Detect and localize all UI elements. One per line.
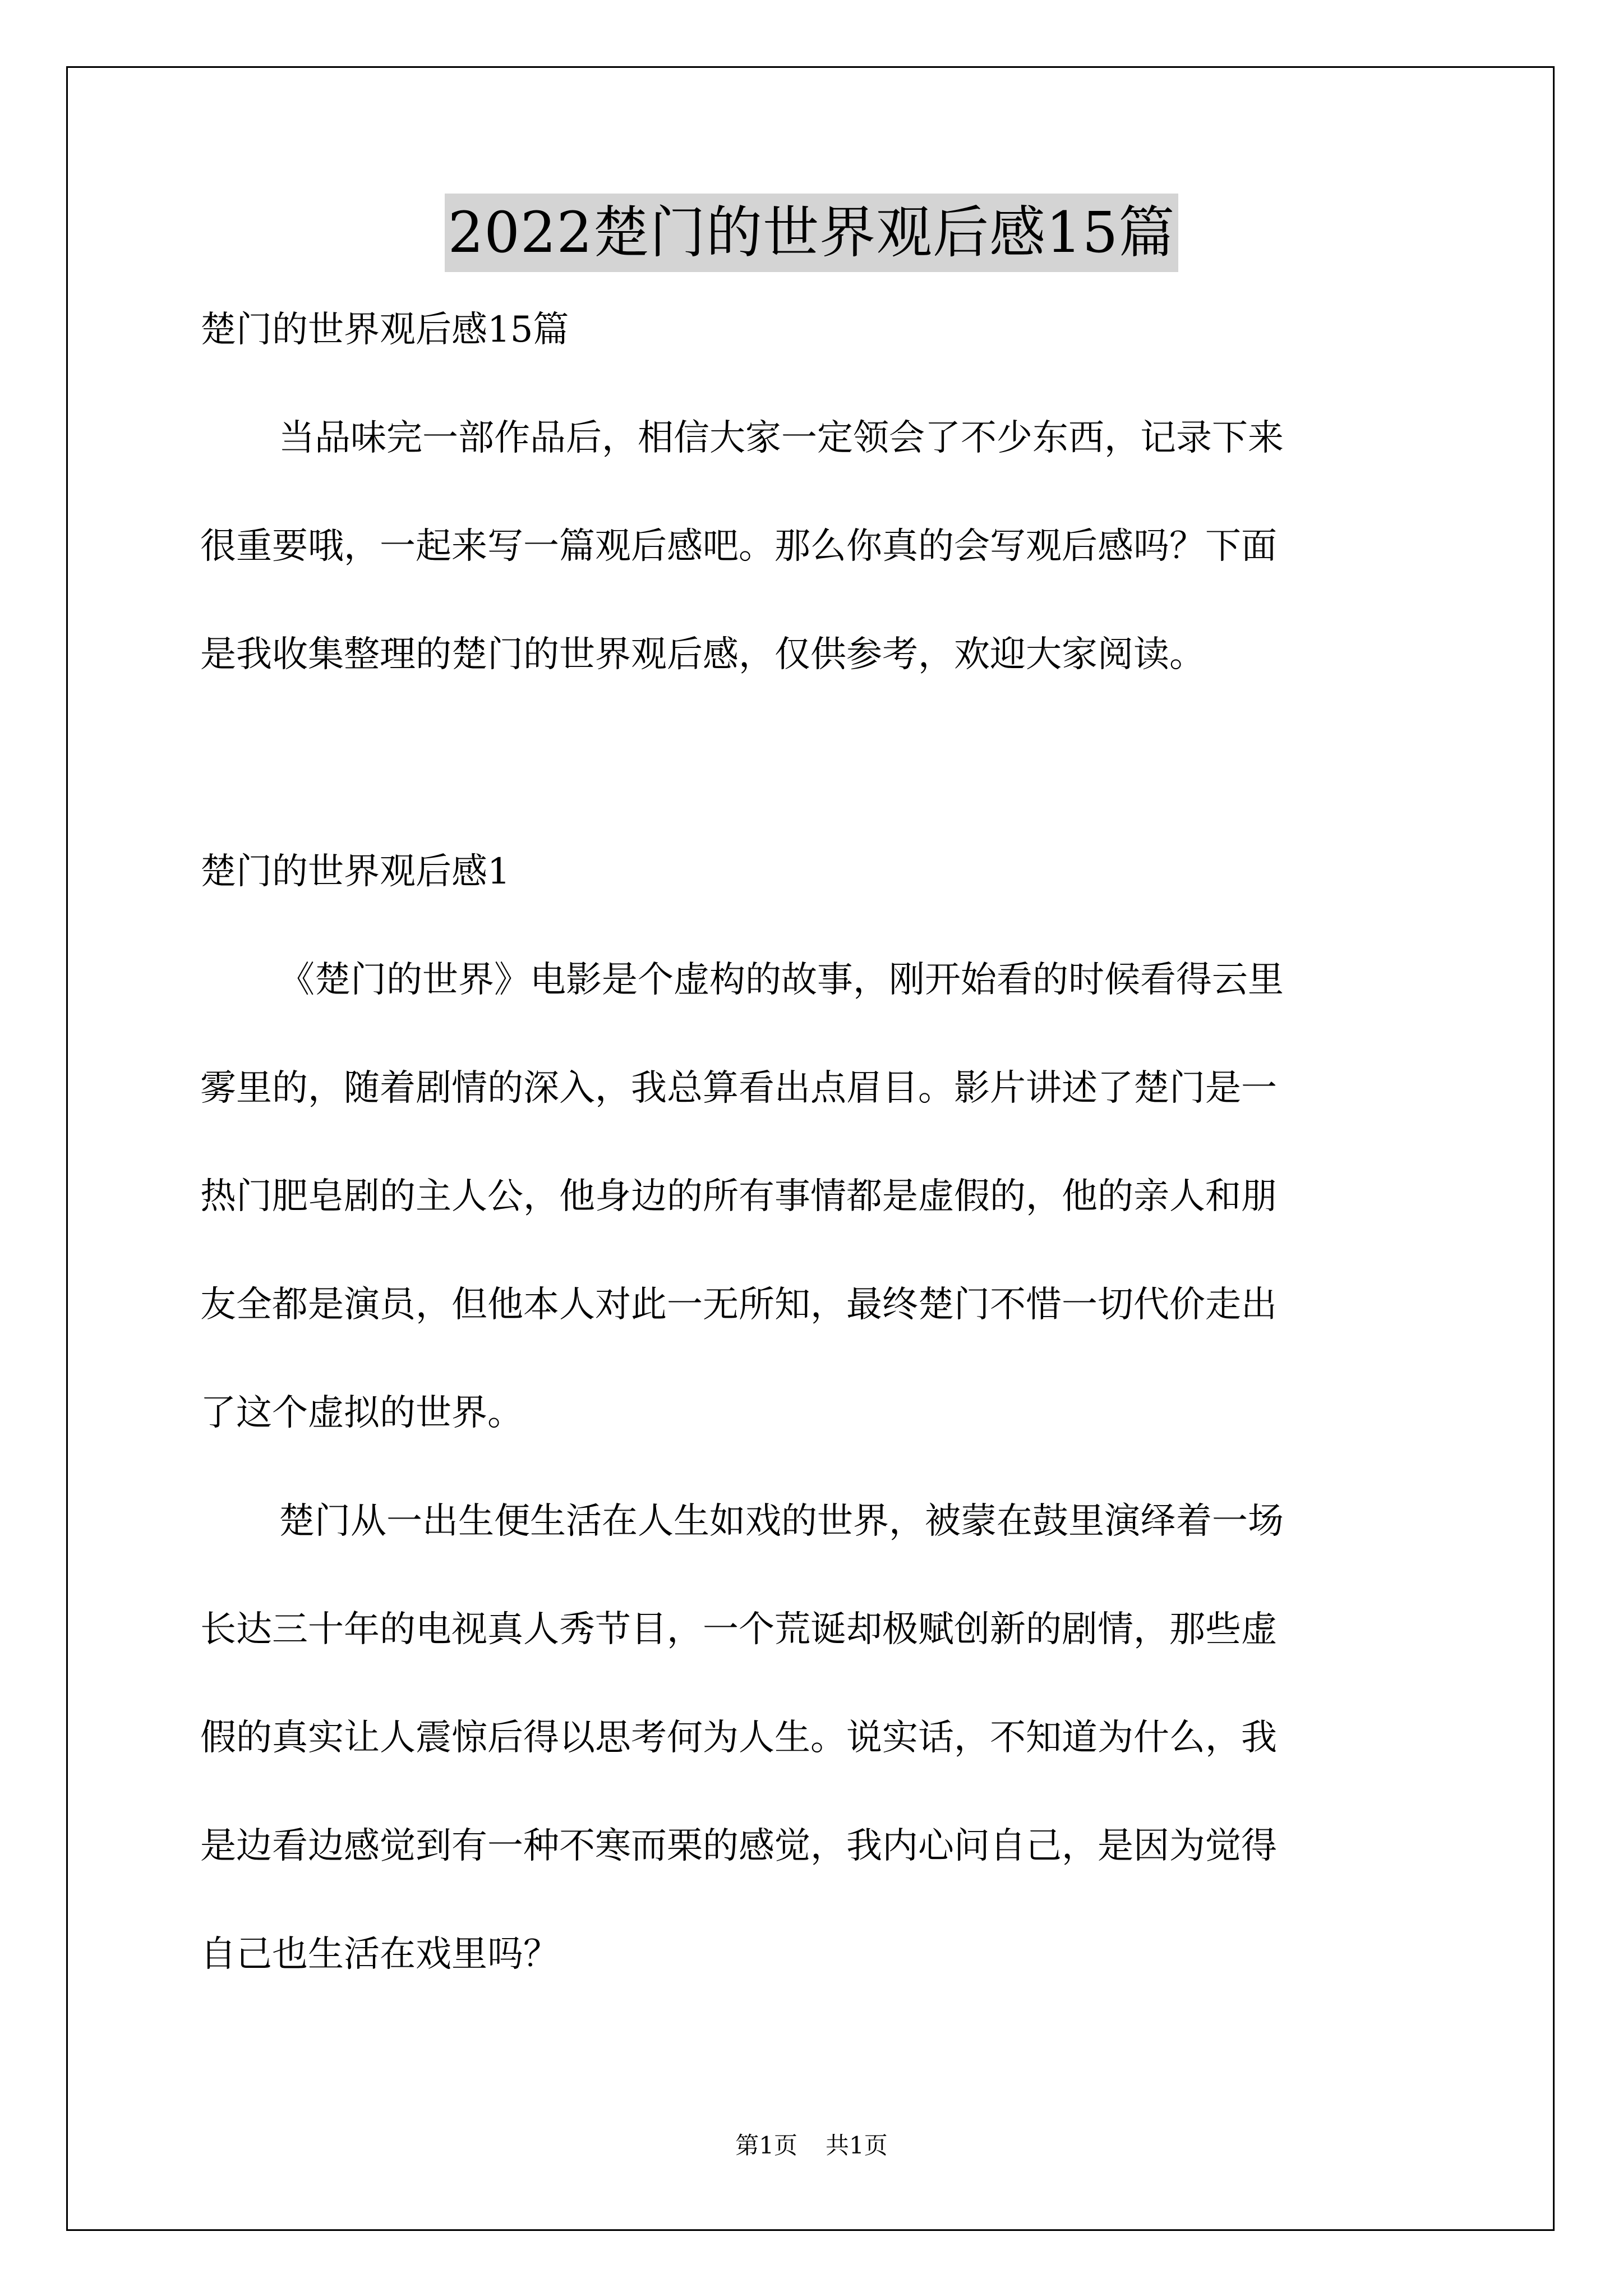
document-body xyxy=(200,303,1428,1982)
page-number: 第1页 xyxy=(735,2132,797,2159)
section1-paragraph-2 xyxy=(200,1494,1428,1982)
paragraph-line: 假的真实让人震惊后得以思考何为人生。说实话，不知道为什么，我 xyxy=(200,1717,1277,1759)
section1-paragraph-1 xyxy=(200,953,1428,1441)
paragraph-line: 了这个虚拟的世界。 xyxy=(200,1392,523,1434)
page-total: 共1页 xyxy=(826,2132,888,2159)
paragraph-line: 是边看边感觉到有一种不寒而栗的感觉，我内心问自己，是因为觉得 xyxy=(200,1825,1277,1867)
paragraph-line: 是我收集整理的楚门的世界观后感，仅供参考，欢迎大家阅读。 xyxy=(200,634,1205,675)
paragraph-line: 当品味完一部作品后，相信大家一定领会了不少东西，记录下来 xyxy=(279,417,1284,459)
document-subtitle: 楚门的世界观后感15篇 xyxy=(200,309,569,351)
paragraph-line: 《楚门的世界》电影是个虚构的故事，刚开始看的时候看得云里 xyxy=(279,959,1284,1001)
paragraph-line: 长达三十年的电视真人秀节目，一个荒诞却极赋创新的剧情，那些虚 xyxy=(200,1609,1277,1650)
paragraph-line: 友全都是演员，但他本人对此一无所知，最终楚门不惜一切代价走出 xyxy=(200,1284,1277,1326)
title-wrap xyxy=(0,194,1623,272)
paragraph-line: 楚门从一出生便生活在人生如戏的世界，被蒙在鼓里演绎着一场 xyxy=(279,1501,1284,1542)
paragraph-line: 自己也生活在戏里吗？ xyxy=(200,1934,559,1975)
page-footer xyxy=(0,2129,1623,2162)
paragraph-line: 很重要哦，一起来写一篇观后感吧。那么你真的会写观后感吗？下面 xyxy=(200,526,1277,567)
intro-paragraph xyxy=(200,411,1428,682)
document-title: 2022楚门的世界观后感15篇 xyxy=(445,194,1179,272)
section-heading: 楚门的世界观后感1 xyxy=(200,851,510,892)
paragraph-line: 热门肥皂剧的主人公，他身边的所有事情都是虚假的，他的亲人和朋 xyxy=(200,1176,1277,1217)
paragraph-line: 雾里的，随着剧情的深入，我总算看出点眉目。影片讲述了楚门是一 xyxy=(200,1068,1277,1109)
